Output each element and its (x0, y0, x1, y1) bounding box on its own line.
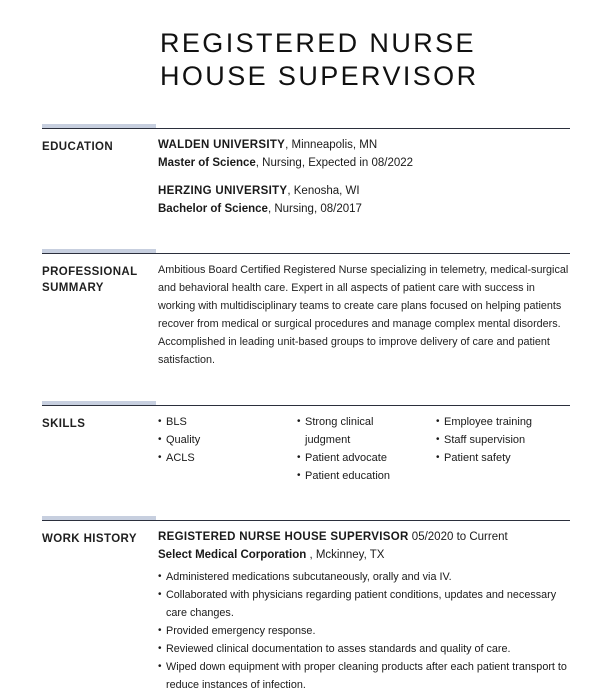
employer-location: , Mckinney, TX (306, 549, 385, 561)
skill-item: • Patient advocate (297, 449, 436, 467)
resume-title (160, 27, 478, 93)
summary-heading-line-2: SUMMARY (42, 282, 104, 294)
duty-item: • Reviewed clinical documentation to asses standards and quality of care. (158, 640, 570, 658)
section-divider (42, 253, 570, 254)
title-line-2: HOUSE SUPERVISOR (160, 61, 479, 91)
skills-column-1 (158, 413, 297, 485)
summary-heading-line-1: PROFESSIONAL (42, 266, 138, 278)
education-heading: EDUCATION (42, 141, 114, 153)
education-body (158, 136, 570, 228)
skill-item: • ACLS (158, 449, 297, 467)
skill-item: • Employee training (436, 413, 566, 431)
degree-details: , Nursing, Expected in 08/2022 (255, 157, 414, 169)
job-title: REGISTERED NURSE HOUSE SUPERVISOR (158, 531, 409, 543)
title-line-1: REGISTERED NURSE (160, 28, 476, 58)
degree-name: Bachelor of Science (158, 203, 268, 215)
section-divider (42, 405, 570, 406)
skills-heading: SKILLS (42, 418, 86, 430)
skills-column-3 (436, 413, 566, 485)
school-location: , Minneapolis, MN (285, 139, 378, 151)
education-entry (158, 182, 570, 218)
skills-grid (158, 413, 570, 485)
skills-column-2 (297, 413, 436, 485)
summary-text: Ambitious Board Certified Registered Nurse specializing in telemetry, medical-surgical and behavioral health care. Expert in all aspects of patient care with success in working with multidisciplinary teams to create care plans focused on helping patients recover from medical or surgical procedures and manage complex mental disorders. Accomplished in leading unit-based groups to improve delivery of care and patient satisfaction. (158, 264, 569, 366)
section-divider (42, 520, 570, 521)
summary-heading (42, 264, 154, 296)
skill-item: • Staff supervision (436, 431, 566, 449)
duty-item: • Collaborated with physicians regarding patient conditions, updates and necessary care changes. (158, 586, 570, 622)
skill-item: • Strong clinical judgment (297, 413, 395, 449)
degree-details: , Nursing, 08/2017 (267, 203, 362, 215)
education-entry (158, 136, 570, 172)
duty-item: • Administered medications subcutaneously, orally and via IV. (158, 568, 570, 586)
employer-name: Select Medical Corporation (158, 549, 307, 561)
duty-item: • Wiped down equipment with proper cleaning products after each patient transport to reduce instances of infection. (158, 658, 570, 694)
job-dates: 05/2020 to Current (408, 531, 508, 543)
work-history-heading: WORK HISTORY (42, 533, 137, 545)
skill-item: • Patient safety (436, 449, 566, 467)
degree-name: Master of Science (158, 157, 256, 169)
duties-list (158, 568, 570, 694)
school-location: , Kenosha, WI (287, 185, 360, 197)
school-name: HERZING UNIVERSITY (158, 185, 288, 197)
skill-item: • BLS (158, 413, 297, 431)
skill-item: • Quality (158, 431, 297, 449)
skill-item: • Patient education (297, 467, 436, 485)
duty-item: • Provided emergency response. (158, 622, 570, 640)
school-name: WALDEN UNIVERSITY (158, 139, 286, 151)
section-divider (42, 128, 570, 129)
work-history-body (158, 528, 570, 694)
